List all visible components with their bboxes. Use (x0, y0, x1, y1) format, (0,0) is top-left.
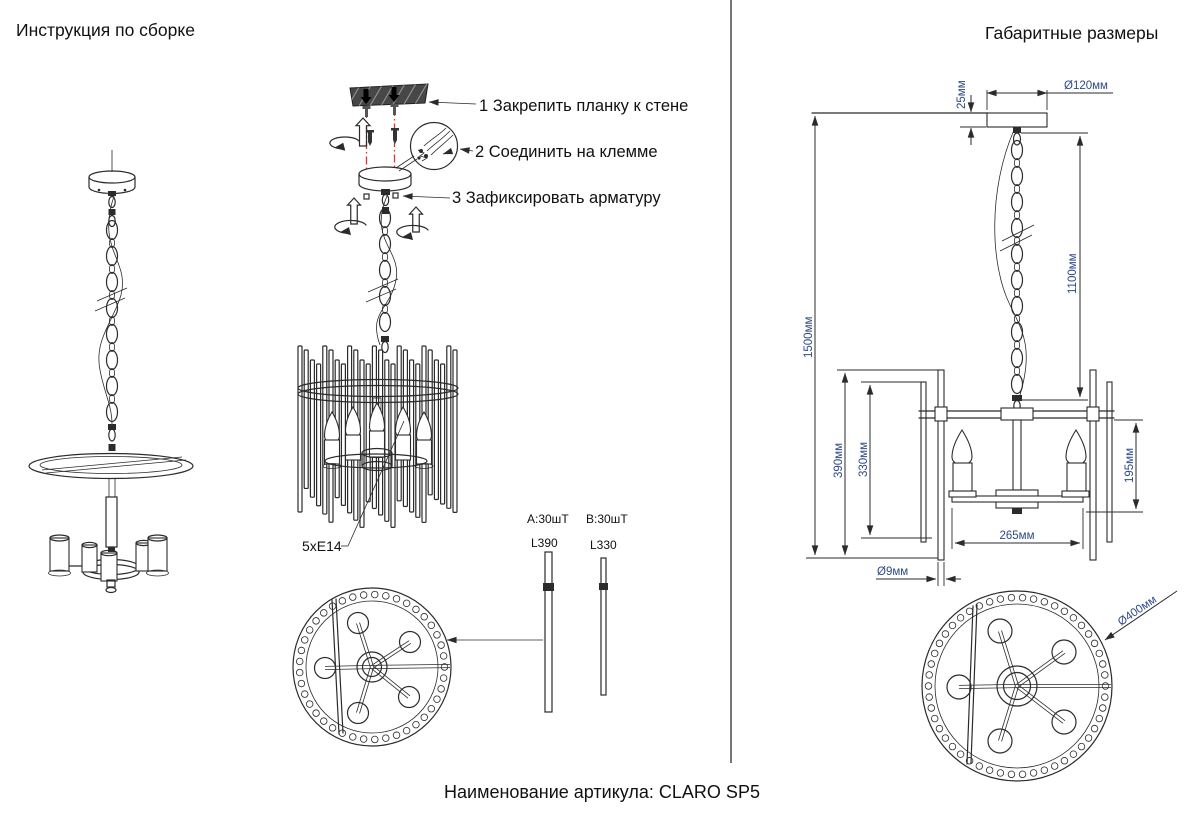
bead (313, 710, 320, 717)
power-cable (99, 196, 123, 424)
bead (942, 735, 949, 742)
bead (371, 736, 378, 743)
step3-leader (403, 196, 450, 198)
chain-link (1012, 323, 1023, 342)
bead (966, 608, 973, 615)
chain-link (1012, 141, 1023, 160)
bead (1102, 694, 1109, 701)
top-view-wheel (293, 588, 451, 746)
chain-link (1012, 219, 1023, 238)
bead (926, 694, 933, 701)
chain (107, 221, 118, 422)
rotate-arrowhead (334, 143, 345, 151)
bead (931, 715, 938, 722)
screws (363, 104, 400, 146)
bead (1078, 743, 1085, 750)
rotate-arrowhead (402, 232, 413, 240)
ring-center-plate (1001, 408, 1033, 420)
bead (421, 714, 428, 721)
bead (320, 718, 327, 725)
rod-clamp (935, 407, 947, 421)
chain-link (1012, 167, 1023, 186)
bead (1030, 596, 1037, 603)
candle-pad (949, 491, 976, 497)
bead (1030, 770, 1037, 777)
arm (371, 668, 408, 698)
bead (1061, 608, 1068, 615)
drum-rod (298, 346, 302, 512)
bead (1041, 599, 1048, 606)
bead (428, 622, 435, 629)
drum-rod (447, 346, 451, 508)
chain-link (107, 351, 118, 370)
bead (393, 595, 400, 602)
bead (296, 669, 303, 676)
bead (1085, 631, 1092, 638)
bead (298, 647, 305, 654)
lower-connector (108, 424, 116, 451)
chain-link (380, 313, 391, 332)
shade-rim (293, 588, 451, 746)
bead (1102, 683, 1109, 690)
bead (1085, 735, 1092, 742)
bead (1051, 603, 1058, 610)
bead (1061, 757, 1068, 764)
bead (438, 686, 445, 693)
socket (947, 675, 971, 699)
article-name: Наименование артикула: CLARO SP5 (444, 782, 760, 802)
assembly-view (293, 82, 688, 746)
dimensions-view (803, 23, 1177, 781)
arm (998, 686, 1015, 741)
socket (988, 619, 1012, 643)
lock-nut (364, 194, 369, 199)
bead (1102, 672, 1109, 679)
bead (393, 732, 400, 739)
step3-label: 3 Зафиксировать арматуру (452, 189, 661, 207)
socket (400, 632, 421, 653)
bead (438, 642, 445, 649)
bead (928, 661, 935, 668)
arm (998, 631, 1015, 686)
chain-link (380, 287, 391, 306)
socket (988, 729, 1012, 753)
canopy (359, 167, 411, 191)
drum-rod (341, 364, 345, 505)
step1-label: 1 Закрепить планку к стене (479, 97, 689, 115)
bead (976, 763, 983, 770)
bead (298, 680, 305, 687)
socket (348, 703, 369, 724)
total-height-label: 1500мм (803, 316, 815, 358)
bead (413, 606, 420, 613)
bead (434, 632, 441, 639)
terminal-detail-circle (396, 123, 458, 172)
chain (380, 209, 391, 332)
arm (1018, 685, 1065, 721)
bead (1070, 615, 1077, 622)
lock-nut (393, 193, 398, 198)
bead (1008, 771, 1015, 778)
bead (349, 594, 356, 601)
bead (1070, 751, 1077, 758)
lamp-cluster (49, 535, 169, 593)
bead (371, 591, 378, 598)
chain-link (1012, 271, 1023, 290)
bead (421, 613, 428, 620)
bead (306, 627, 313, 634)
lift-arrow (410, 207, 423, 232)
bead (1099, 705, 1106, 712)
drum-rod (434, 360, 438, 500)
arm (325, 669, 372, 670)
frame-rod-outer-left (938, 370, 944, 560)
shade-rim-inner (306, 601, 438, 733)
step1-leader (429, 102, 476, 104)
bead (986, 599, 993, 606)
shade-diameter-label: Ø400мм (1115, 593, 1159, 629)
bead (949, 622, 956, 629)
shade-rim (922, 591, 1112, 781)
chain-link (380, 261, 391, 280)
frame-height-label: 390мм (833, 443, 845, 478)
rotate-arrowhead (340, 227, 351, 235)
mounting-plate (348, 82, 428, 106)
bead (1051, 763, 1058, 770)
bulb-label: 5xE14 (302, 538, 342, 554)
bead (301, 691, 308, 698)
bead (1078, 622, 1085, 629)
drum-rod (453, 350, 457, 512)
step2-label: 2 Соединить на клемме (475, 143, 658, 161)
arm (959, 688, 1017, 689)
rotate-arc (330, 137, 359, 149)
frame-rod-inner-right (1107, 382, 1112, 542)
bead (936, 640, 943, 647)
bead (925, 683, 932, 690)
right-title: Габаритные размеры (985, 23, 1159, 43)
bead (1019, 771, 1026, 778)
bead (440, 653, 447, 660)
socket (1052, 640, 1076, 664)
canopy-height-label: 25мм (956, 80, 968, 109)
bead (339, 598, 346, 605)
socket (1052, 710, 1076, 734)
drum-rod (310, 360, 314, 497)
step2-leader (460, 149, 473, 151)
bead (403, 727, 410, 734)
rotate-and-lift-arrows (330, 118, 428, 240)
drum-rod (304, 350, 308, 488)
bead (296, 658, 303, 665)
bead (986, 767, 993, 774)
left-view (16, 20, 195, 593)
arm-span-label: 265мм (999, 530, 1035, 542)
bead (428, 705, 435, 712)
center-stem (1013, 420, 1021, 490)
chain-link (107, 377, 118, 396)
bead (949, 743, 956, 750)
frame-rod-inner-left (921, 382, 926, 542)
bead (997, 596, 1004, 603)
bead (928, 705, 935, 712)
rod-a-qty: A:30шТ (527, 512, 569, 526)
chain-link (107, 273, 118, 292)
arm (1016, 651, 1063, 685)
bead (360, 736, 367, 743)
chain (1012, 141, 1023, 394)
top-ring (29, 454, 193, 479)
bead (301, 637, 308, 644)
left-title: Инструкция по сборке (16, 20, 195, 40)
candle-height-label: 195мм (1124, 448, 1136, 483)
chain-link (107, 325, 118, 344)
bead (306, 701, 313, 708)
hub (357, 652, 387, 682)
bead (383, 735, 390, 742)
bead (926, 672, 933, 679)
bead (957, 615, 964, 622)
bead (936, 725, 943, 732)
socket (348, 613, 369, 634)
arm (1018, 653, 1065, 687)
bead (942, 631, 949, 638)
bead (1099, 661, 1106, 668)
bead (997, 770, 1004, 777)
cable-break-mark (1002, 225, 1034, 241)
bead (931, 650, 938, 657)
arm (1002, 686, 1019, 741)
hub-inner (1004, 673, 1031, 700)
chain-link (380, 235, 391, 254)
canopy (89, 171, 135, 194)
rod-diameter-label: Ø9мм (877, 566, 909, 578)
bead (329, 725, 336, 732)
center-stem (106, 479, 117, 552)
rod-b-qty: B:30шТ (586, 512, 628, 526)
drum-rod (317, 364, 321, 506)
hub-finial (1012, 508, 1022, 514)
bead (957, 751, 964, 758)
bead (1096, 715, 1103, 722)
chain-link (107, 221, 118, 240)
chain-link (1012, 193, 1023, 212)
rod-b-length-label: 330мм (858, 442, 870, 477)
bead (360, 592, 367, 599)
arm (1002, 631, 1019, 686)
bead (1091, 725, 1098, 732)
candle-pad (1062, 491, 1089, 497)
socket (399, 687, 420, 708)
chain-length-label: 1100мм (1067, 253, 1079, 294)
frame-rod-outer-right (1090, 370, 1096, 560)
drum-rod (385, 360, 389, 521)
socket (315, 658, 336, 679)
canopy (987, 113, 1047, 127)
top-view-wheel (922, 591, 1112, 781)
bead (349, 734, 356, 741)
chain-link (1012, 245, 1023, 264)
bead (1091, 640, 1098, 647)
chain-link (1012, 349, 1023, 368)
rod-a-length: L390 (531, 536, 558, 550)
bead (1008, 594, 1015, 601)
arm (325, 665, 372, 666)
bead (383, 593, 390, 600)
bead (434, 696, 441, 703)
canopy-diameter-label: Ø120мм (1064, 80, 1108, 92)
bead (320, 610, 327, 617)
spare-rods (527, 512, 628, 712)
bead (413, 721, 420, 728)
arm (959, 684, 1017, 685)
bead (1096, 650, 1103, 657)
bead (440, 675, 447, 682)
bead (1041, 767, 1048, 774)
rod-b-length: L330 (590, 538, 617, 552)
bead (1019, 594, 1026, 601)
bead (403, 600, 410, 607)
rod-clamp (1087, 407, 1099, 421)
bead (313, 618, 320, 625)
shade-rim-inner (935, 604, 1099, 768)
drum-rod (441, 364, 445, 504)
chain-link (1012, 297, 1023, 316)
